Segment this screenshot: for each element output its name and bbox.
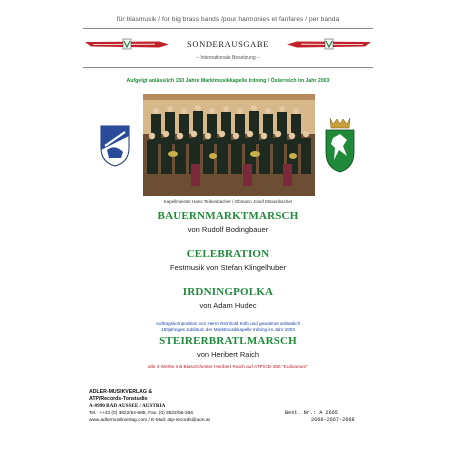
- work-3-composer: von Adam Hudec: [199, 301, 257, 310]
- tagline: für blasmusik / for big brass bands /pour harmonies et fanfares / per banda: [116, 16, 340, 23]
- work-1-title: BAUERNMARKTMARSCH: [157, 210, 299, 222]
- top-rule: [83, 28, 373, 29]
- work-2-title: CELEBRATION: [186, 248, 270, 260]
- work-1-composer: von Rudolf Bodingbauer: [187, 225, 269, 234]
- publisher-address: A-8990 BAD AUSSEE / AUSTRIA: [89, 403, 166, 409]
- order-best-nr: Best. Nr.: A 2665: [285, 410, 338, 416]
- work-3-title: IRDNINGPOLKA: [182, 286, 274, 298]
- publisher-web: www.adlermusikverlag.com / E-Mail: atp-records@aon.at: [89, 418, 210, 423]
- work-4-composer: von Heribert Raich: [196, 350, 260, 359]
- band-photo: [143, 94, 315, 196]
- commission-note-line-1: Auftragskomposition von Herrn Reinhold Kolb und gewidmet anlässlich: [155, 321, 301, 326]
- publisher-name-2: ATP/Records-Tonstudio: [89, 396, 148, 402]
- publisher-phone: Tel.: ++43 (0) 3622/54-588, Fax: (0) 3622/55-266: [89, 411, 193, 416]
- commission-note-line-2: 150jähriges Jubiläum der Marktmusikkapelle Irdning im Jahr 2003: [161, 327, 295, 332]
- edition-subtitle: – Internationale Besetzung –: [196, 55, 260, 61]
- occasion-line: Aufgelgt anlässlich 150 Jahre Marktmusikkapelle Irdning / Österreich im Jahr 2003: [126, 78, 330, 84]
- styria-crest-icon: [323, 116, 357, 174]
- work-2-composer: Festmusik von Stefan Klingelhuber: [170, 263, 286, 272]
- edition-title: SONDERAUSGABE: [187, 39, 269, 49]
- band-photo-image: [143, 94, 315, 196]
- publisher-name-1: ADLER-MUSIKVERLAG &: [89, 389, 153, 395]
- photo-caption: Kapellmeister Hans Teibenbacher / Obmann Josef Mösenbacher: [163, 199, 293, 204]
- mid-rule: [83, 67, 373, 68]
- cd-note: alle 4 Werke mit Blasorchester Heribert Raich auf ATP/CD-356 "Kulinarium": [147, 365, 309, 370]
- order-numbers: 2666-2667-2668: [311, 417, 355, 423]
- publisher-block: [89, 389, 210, 424]
- sheet-cover: [83, 12, 373, 452]
- irdning-crest-icon: [99, 124, 131, 168]
- eagle-wing-right-head-icon: [324, 38, 334, 50]
- order-number-block: [285, 410, 355, 424]
- work-4-title: STEIRERBRATLMARSCH: [159, 335, 297, 347]
